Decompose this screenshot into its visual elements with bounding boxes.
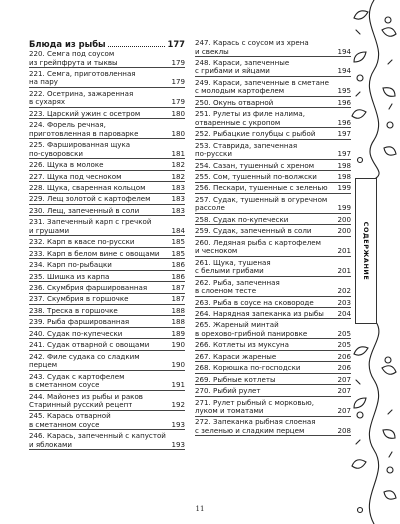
toc-entry-title: с зеленью и сладким перцем [195,426,305,435]
toc-entry-title: 235. Шишка из карпа [29,272,110,281]
toc-entry-title: 271. Рулет рыбный с морковью, [195,398,314,407]
toc-entry-title: 238. Треска в горшочке [29,306,118,315]
toc-entry [195,341,351,351]
toc-entry-page: 190 [171,340,185,350]
toc-entry-title: 252. Рыбацкие голубцы с рыбой [195,130,316,139]
toc-entry-title: приготовленная в пароварке [29,129,139,138]
toc-entry-page: 188 [171,317,185,327]
toc-entry [195,162,351,172]
toc-entry-page: 202 [337,286,351,296]
toc-entry-title: 258. Судак по-купечески [195,215,289,224]
toc-entry-title: 244. Майонез из рыбы и раков [29,392,143,401]
toc-entry-page: 206 [337,363,351,373]
toc-entry-page: 207 [337,386,351,396]
toc-entry-title: и свеклы [195,47,229,56]
toc-entry-title: 266. Котлеты из муксуна [195,341,289,350]
toc-entry [195,376,351,386]
page-number: 11 [195,505,205,513]
toc-entry-title: 250. Окунь отварной [195,98,274,107]
toc-entry-title: 223. Царский ужин с осетром [29,109,141,118]
toc-entry-title: 232. Карп в квасе по-русски [29,238,135,247]
toc-entry-title: 264. Нарядная запеканка из рыбы [195,309,324,318]
toc-entry-page: 196 [337,97,351,107]
toc-entry [195,364,351,374]
toc-entry-page: 198 [337,172,351,181]
toc-entry [29,432,185,450]
toc-entry [29,295,185,305]
toc-entry-title: на пару [29,78,58,87]
toc-entry-title: 226. Щука в молоке [29,161,104,170]
toc-entry [29,141,185,159]
toc-entry [195,299,351,309]
toc-entry-title: луком и томатами [195,407,264,415]
toc-entry [195,59,351,77]
toc-entry-title: рассоле [195,204,225,213]
toc-entry-page: 199 [337,203,351,213]
toc-entry-page: 183 [171,205,185,215]
toc-entry [29,284,185,294]
toc-entry [29,121,185,139]
toc-entry-page: 190 [171,360,185,370]
toc-section-heading [29,39,185,49]
toc-entry-title: по-суворовски [29,149,83,158]
toc-right-column [195,39,351,438]
toc-entry-page: 185 [171,248,185,258]
toc-entry-title: и яблоками [29,440,72,449]
toc-entry-title: 227. Щука под чесноком [29,172,122,181]
toc-entry [29,110,185,120]
toc-entry-page: 187 [171,283,185,292]
toc-entry-title: 242. Филе судака со сладким [29,352,140,361]
toc-entry [195,418,351,436]
toc-entry-title: перцем [29,361,58,370]
toc-entry-page: 184 [171,225,185,235]
toc-entry-page: 186 [171,271,185,281]
toc-entry-title: с белыми грибами [195,267,264,276]
toc-entry [195,227,351,237]
toc-entry-page: 199 [337,183,351,193]
toc-entry-title: 230. Лещ, запеченный в соли [29,206,140,215]
toc-entry-title: 228. Щука, сваренная кольцом [29,184,146,192]
toc-entry [29,195,185,205]
toc-entry-page: 177 [167,39,185,49]
side-tab-label: СОДЕРЖАНИЕ [362,221,370,281]
toc-entry [195,130,351,140]
toc-entry-title: Старинный русский рецепт [29,401,133,409]
toc-entry [195,321,351,339]
toc-entry-page: 188 [171,305,185,315]
toc-entry [195,39,351,57]
toc-entry-page: 185 [171,237,185,247]
toc-entry-title: 234. Карп по-рыбацки [29,261,112,270]
toc-entry-title: 221. Семга, приготовленная [29,69,136,78]
toc-entry-title: 241. Судак отварной с овощами [29,341,150,350]
toc-entry-title: 254. Сазан, тушенный с хреном [195,161,315,170]
toc-entry [29,207,185,217]
toc-entry-title: 262. Рыба, запеченная [195,278,280,287]
toc-entry [29,393,185,411]
toc-entry-page: 205 [337,328,351,338]
toc-entry-page: 198 [337,160,351,170]
toc-entry-title: из грейпфрута и тыквы [29,58,118,67]
toc-entry-page: 179 [171,77,185,87]
toc-entry-page: 186 [171,260,185,270]
toc-entry-page: 197 [337,129,351,139]
toc-entry-title: 231. Запеченный карп с гречкой [29,218,152,227]
toc-entry [29,261,185,271]
toc-entry-page: 182 [171,171,185,181]
toc-entry-title: отваренные с укропом [195,118,281,127]
toc-entry-page: 182 [171,160,185,170]
toc-entry-title: 265. Жареный минтай [195,321,279,330]
toc-entry-title: 220. Семга под соусом [29,50,115,58]
toc-entry-page: 189 [171,328,185,338]
toc-entry-title: 253. Ставрида, запеченная [195,141,298,150]
toc-entry [29,341,185,351]
toc-entry-page: 194 [337,66,351,76]
toc-entry [195,353,351,363]
toc-entry-title: 263. Рыба в соусе на сковороде [195,298,314,307]
toc-entry-title: 233. Карп в белом вине с овощами [29,249,160,258]
toc-entry [195,184,351,194]
toc-entry-page: 191 [171,380,185,390]
toc-entry-title: 260. Ледяная рыба с картофелем [195,238,321,247]
toc-entry-title: 259. Судак, запеченный в соли [195,227,312,236]
toc-entry-page: 200 [337,226,351,236]
toc-entry-title: 225. Фаршированная щука [29,141,131,150]
toc-entry-title: в сметанном соусе [29,381,100,390]
toc-entry [29,161,185,171]
toc-entry-title: 267. Караси жареные [195,352,277,361]
toc-entry [195,399,351,417]
toc-entry-title: 245. Карась отварной [29,412,111,421]
toc-entry-title: 261. Щука, тушеная [195,258,271,267]
toc-entry-page: 193 [171,439,185,449]
toc-entry-title: 251. Рулеты из филе налима, [195,110,305,119]
toc-entry-title: в сухарях [29,98,66,107]
toc-entry-title: 272. Запеканка рыбная слоеная [195,418,316,427]
toc-entry [29,373,185,391]
toc-entry-title: в орехово-грибной панировке [195,329,308,338]
toc-entry [29,218,185,236]
toc-entry-title: 222. Осетрина, зажаренная [29,89,134,98]
toc-entry-page: 195 [337,86,351,96]
toc-entry-title: 256. Пескари, тушенные с зеленью [195,184,328,193]
toc-entry-title: 248. Караси, запеченные [195,58,290,67]
toc-entry [195,239,351,257]
toc-entry [29,307,185,317]
toc-entry-title: с грибами и яйцами [195,67,270,76]
toc-entry [29,184,185,194]
toc-entry [195,110,351,128]
toc-entry-title: 246. Карась, запеченный с капустой [29,432,166,441]
toc-entry-page: 194 [337,46,351,56]
toc-entry [29,412,185,430]
toc-entry-page: 180 [171,128,185,138]
toc-entry-page: 208 [337,425,351,435]
toc-entry [195,142,351,160]
toc-entry-page: 203 [337,297,351,307]
toc-entry-title: 239. Рыба фаршированная [29,318,130,327]
toc-entry-page: 187 [171,294,185,304]
toc-entry-page: 206 [337,351,351,361]
toc-entry-title: 249. Караси, запеченные в сметане [195,78,330,87]
toc-entry-title: 237. Скумбрия в горшочке [29,295,129,304]
toc-entry-page: 207 [337,374,351,384]
toc-entry-title: и грушами [29,226,70,235]
toc-entry [195,79,351,97]
toc-entry-page: 181 [171,148,185,158]
toc-entry-title: и чесноком [195,247,238,256]
toc-entry-title: в слоеном тесте [195,287,257,296]
toc-entry [29,353,185,371]
toc-entry-page: 201 [337,266,351,276]
toc-entry-title: 255. Сом, тушенный по-волжски [195,173,317,181]
toc-entry-page: 180 [171,108,185,118]
toc-entry [29,273,185,283]
toc-entry [29,173,185,183]
toc-entry-title: 229. Лещ золотой с картофелем [29,195,151,204]
toc-entry-page: 183 [171,183,185,192]
toc-entry [195,310,351,320]
toc-entry-title: 240. Судак по-купечески [29,329,123,338]
toc-entry-page: 193 [171,419,185,429]
toc-entry-page: 205 [337,340,351,350]
toc-entry [29,70,185,88]
toc-entry [195,279,351,297]
toc-entry-page: 179 [171,97,185,107]
toc-entry [195,259,351,277]
toc-entry-title: 247. Карась с соусом из хрена [195,39,309,47]
toc-entry [195,387,351,397]
toc-entry-page: 183 [171,194,185,204]
toc-entry-page: 207 [337,406,351,415]
toc-entry [195,216,351,226]
toc-entry-title: 268. Корюшка по-господски [195,364,301,373]
toc-left-column [29,39,185,452]
toc-entry [195,173,351,183]
toc-entry-title: по-русски [195,150,232,159]
toc-entry-page: 201 [337,246,351,256]
toc-entry [29,90,185,108]
toc-entry [195,99,351,109]
toc-entry-title: Блюда из рыбы [29,39,106,49]
toc-entry-page: 179 [171,57,185,67]
toc-entry-page: 197 [337,149,351,159]
toc-entry-title: 257. Судак, тушенный в огуречном [195,195,328,204]
toc-entry [29,330,185,340]
toc-entry [29,318,185,328]
toc-entry [195,196,351,214]
section-side-tab [355,178,377,324]
toc-entry-title: в сметанном соусе [29,420,100,429]
toc-entry [29,250,185,260]
toc-entry-title: 224. Форель речная, [29,121,106,130]
toc-entry-title: 243. Судак с картофелем [29,372,125,381]
toc-entry-page: 204 [337,308,351,318]
toc-entry-page: 196 [337,117,351,127]
toc-entry-title: 236. Скумбрия фаршированная [29,284,148,292]
toc-entry-page: 192 [171,400,185,409]
toc-entry-title: с молодым картофелем [195,87,285,96]
toc-entry-page: 200 [337,214,351,224]
toc-entry [29,238,185,248]
toc-entry-title: 270. Рыбий рулет [195,387,261,396]
toc-entry-title: 269. Рыбные котлеты [195,375,276,384]
toc-entry [29,50,185,68]
